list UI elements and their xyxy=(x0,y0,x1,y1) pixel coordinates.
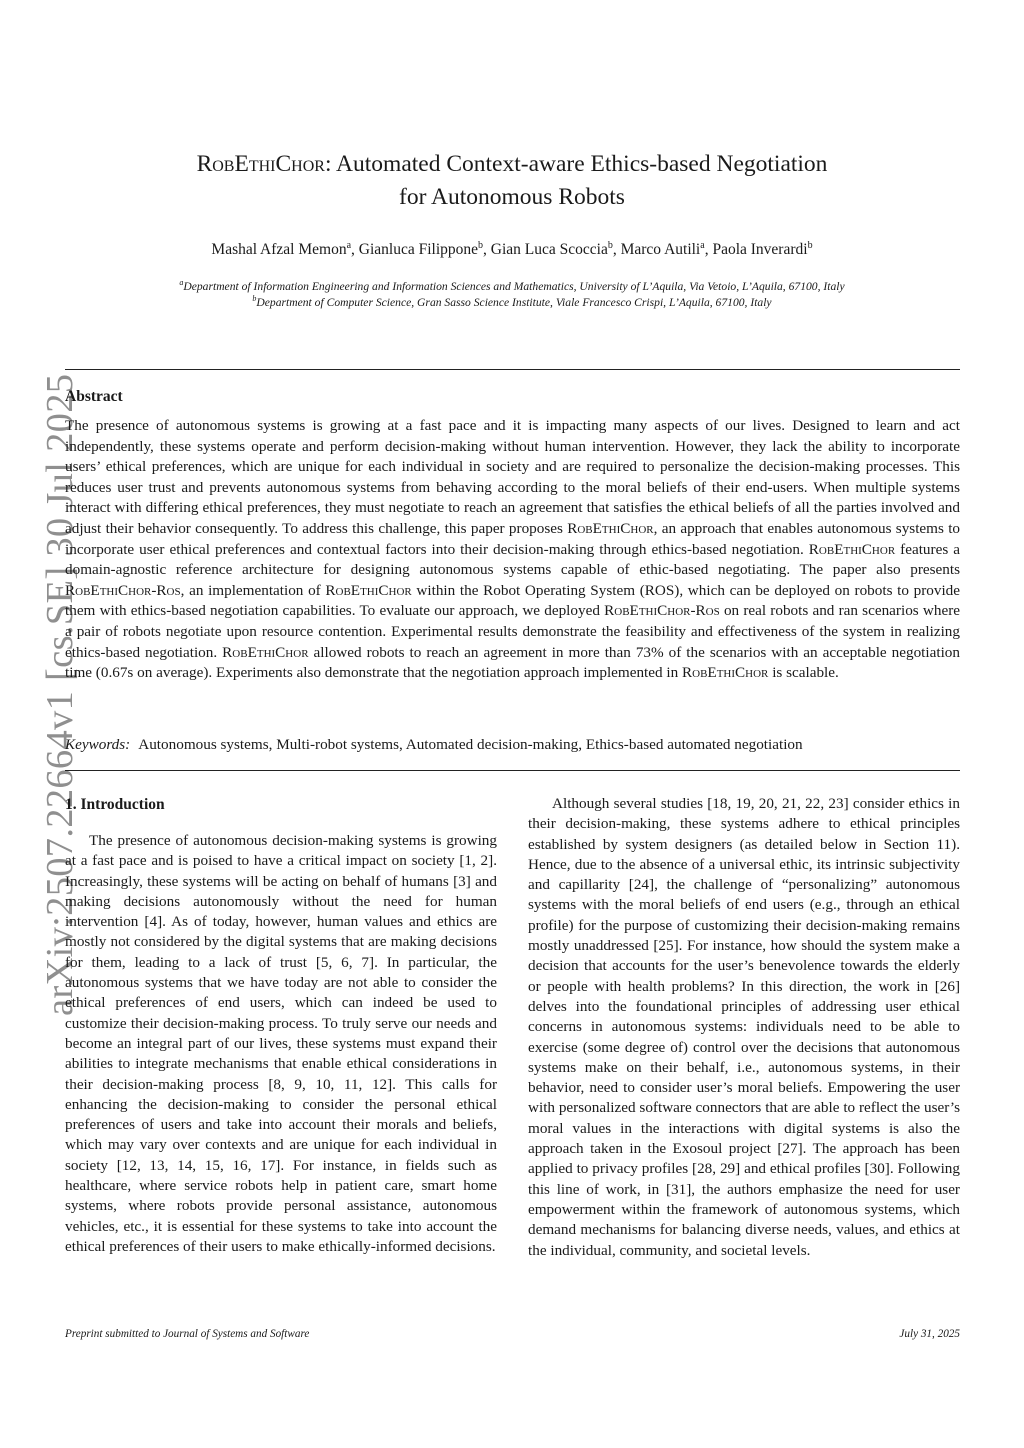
title-line-1-rest: : Automated Context-aware Ethics-based Negotiation xyxy=(324,151,828,177)
author-list: Mashal Afzal Memon$^a$, Gianluca Filippone$^b$, Gian Luca Scoccia$^b$, Marco Autili$^a$, Paola Inverardi$^b$ xyxy=(211,240,813,259)
title-line-1 xyxy=(100,148,924,181)
top-divider xyxy=(65,369,960,370)
affiliation-text: Department of Computer Science, Gran Sasso Science Institute, Viale Francesco Crispi, L’Aquila, 67100, Italy xyxy=(256,295,772,309)
arxiv-identifier-stamp: arXiv:2507.22664v1 [cs.SE] 30 Jul 2025 xyxy=(39,373,81,1016)
author-affiliation-mark: a xyxy=(700,240,705,251)
author-affiliation-mark: a xyxy=(346,240,352,251)
author-name: Gianluca Filippone xyxy=(358,241,479,259)
author-name: Marco Autili xyxy=(620,241,701,259)
system-name: RobEthiChor xyxy=(682,664,769,682)
introduction-paragraph: The presence of autonomous decision-making systems is growing at a fast pace and is poised to have a critical impact on society [1, 2]. Increasingly, these systems will be acting on behalf of humans [3] and making decisions autonomously without the need for human intervention [4]. As of today, however, human values and ethics are mostly not considered by the digital systems that are making decisions for them, leading to a lack of trust [5, 6, 7]. In particular, the autonomous systems that we have today are not able to consider the ethical preferences of end users, which can indeed be used to customize their decision-making process. To truly serve our needs and become an integral part of our lives, these systems must expand their abilities to integrate mechanisms that enable ethical considerations in their decision-making process [8, 9, 10, 11, 12]. This calls for enhancing the decision-making to consider the personal ethical preferences of users and take into account their morals and beliefs, which may vary over contexts and are unique for each individual in society [12, 13, 14, 15, 16, 17]. For instance, in fields such as healthcare, where service robots help in patient care, smart home systems, where robots provide personal assistance, autonomous vehicles, etc., it is essential for these systems to take into account the ethical preferences of their users to make ethically-informed decisions. xyxy=(65,832,497,1255)
paper-title xyxy=(100,148,924,214)
abstract-text: within the Robot Operating System (ROS), which can be deployed on robots to provide them with ethics-based negotiation capabilities. To evaluate our approach, we deployed xyxy=(65,581,961,620)
author-name: Gian Luca Scoccia xyxy=(490,241,608,259)
right-column xyxy=(528,794,960,1261)
system-name: RobEthiChor xyxy=(808,540,896,558)
bottom-divider xyxy=(65,770,960,771)
author-name: Paola Inverardi xyxy=(712,241,808,259)
keywords-text: Autonomous systems, Multi-robot systems, Automated decision-making, Ethics-based automated negotiation xyxy=(138,736,803,753)
affiliation-b xyxy=(60,294,964,309)
author-affiliation-mark: b xyxy=(807,240,813,251)
keywords-line xyxy=(65,736,803,754)
author-affiliation-mark: b xyxy=(478,240,484,251)
abstract-heading: Abstract xyxy=(65,388,123,405)
section-heading-introduction: 1. Introduction xyxy=(65,796,165,813)
abstract-text: is scalable. xyxy=(768,664,839,682)
abstract-text: , an approach that enables autonomous systems to incorporate user ethical preferences and contextual factors into their decision-making through ethics-based negotiation. xyxy=(65,519,961,558)
introduction-paragraph: Although several studies [18, 19, 20, 21, 22, 23] consider ethics in their decision-making, these systems adhere to ethical principles established by system designers (as detailed below in Section 11). Hence, due to the absence of a universal ethic, its intrinsic subjectivity and capillarity [24], the challenge of “personalizing” autonomous systems with the moral beliefs of end users (e.g., through an ethical profile) for the purpose of customizing their decision-making remains mostly unaddressed [25]. For instance, how should the system make a decision that accounts for the user’s benevolence towards the elderly or people with health problems? In this direction, the work in [26] delves into the foundational principles of addressing user ethical concerns in autonomous systems: individuals need to be able to exercise (some degree of) control over the decisions that autonomous systems make on their behalf, i.e., autonomous systems, in their behavior, need to consider user’s moral beliefs. Empowering the user with personalized software connectors that are able to reflect the user’s moral values in the interactions with digital systems is also the approach taken in the Exosoul project [27]. The approach has been applied to privacy profiles [28, 29] and ethical profiles [30]. Following this line of work, in [31], the authors emphasize the need for user empowerment within the framework of autonomous systems, which demand mechanisms for balancing diverse needs, values, and ethics at the individual, community, and societal levels. xyxy=(528,795,960,1259)
system-name: RobEthiChor-Ros xyxy=(604,602,720,620)
system-name: RobEthiChor xyxy=(325,581,412,599)
abstract-body xyxy=(65,416,960,684)
abstract-text: features a domain-agnostic reference architecture for designing autonomous systems capable of ethic-based negotiating. The paper also presents xyxy=(65,540,960,579)
system-name: RobEthiChor xyxy=(567,519,654,537)
abstract-text: allowed robots to reach an agreement in more than 73% of the scenarios with an acceptable negotiation time (0.67s on average). Experiments also demonstrate that the negotiation approach implemented in xyxy=(65,643,960,682)
author-affiliation-mark: b xyxy=(607,240,613,251)
footer-preprint-note: Preprint submitted to Journal of Systems and Software xyxy=(65,1328,310,1340)
system-name: RobEthiChor xyxy=(222,643,309,661)
keywords-label: Keywords: xyxy=(65,736,131,753)
author-name: Mashal Afzal Memon xyxy=(211,241,347,259)
affiliation-mark: b xyxy=(252,294,257,303)
title-system-name: RobEthiChor xyxy=(196,151,325,177)
affiliation-mark: a xyxy=(179,278,184,287)
abstract-text: The presence of autonomous systems is growing at a fast pace and it is impacting many aspects of our lives. Designed to learn and act independently, these systems operate and perform decision-making without human intervention. However, they lack the ability to incorporate users’ ethical preferences, which are unique for each individual in society and are required to personalize the decision-making processes. This reduces user trust and prevents autonomous systems from behaving according to the moral beliefs of their end-users. When multiple systems interact with differing ethical preferences, they must negotiate to reach an agreement that satisfies the ethical beliefs of all the parties involved and adjust their behavior consequently. To address this challenge, this paper proposes xyxy=(65,417,960,537)
affiliation-a xyxy=(60,278,964,293)
footer-date: July 31, 2025 xyxy=(899,1328,960,1340)
left-column xyxy=(65,831,497,1257)
system-name: RobEthiChor-Ros xyxy=(65,581,181,599)
abstract-text: on real robots and ran scenarios where a pair of robots negotiate upon resource contention. Experimental results demonstrate the feasibility and effectiveness of the system in realizing ethics-based negotiation. xyxy=(65,602,960,661)
title-line-2: for Autonomous Robots xyxy=(399,184,625,210)
abstract-text: , an implementation of xyxy=(180,581,326,599)
affiliation-text: Department of Information Engineering and Information Sciences and Mathematics, University of L’Aquila, Via Vetoio, L’Aquila, 67100, Italy xyxy=(183,279,845,293)
